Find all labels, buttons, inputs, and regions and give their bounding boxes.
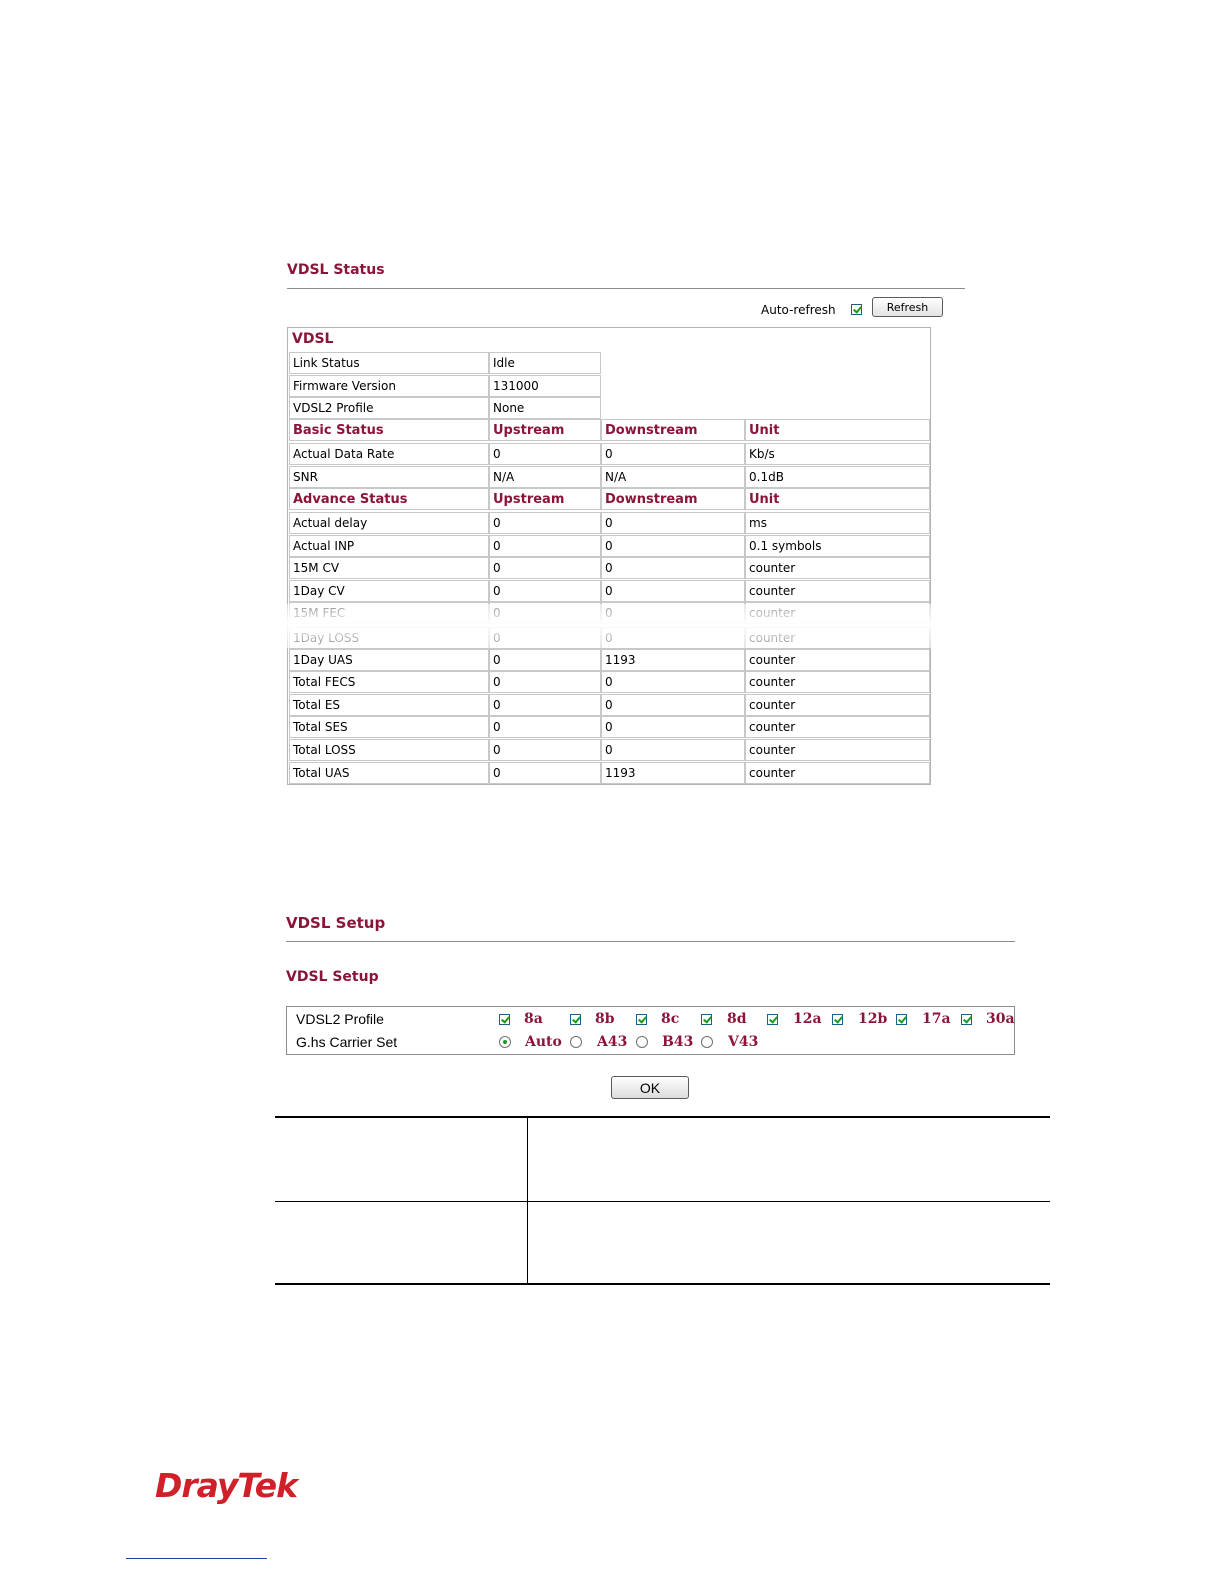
advance-status-header: Downstream (601, 488, 745, 510)
vdsl-setup-subtitle: VDSL Setup (286, 969, 379, 985)
carrier-radio[interactable] (499, 1036, 511, 1048)
table-cell: 0.1dB (745, 466, 930, 488)
advance-status-header: Upstream (489, 488, 601, 510)
table-cell: 0 (489, 557, 601, 579)
table-cell: counter (745, 762, 930, 784)
info-label: VDSL2 Profile (289, 397, 489, 419)
setup-divider (286, 941, 1015, 942)
vdsl2-profile-label: VDSL2 Profile (296, 1011, 384, 1027)
carrier-option-label: Auto (525, 1034, 562, 1050)
table-cell: 1193 (601, 762, 745, 784)
ghs-carrier-set-label: G.hs Carrier Set (296, 1034, 398, 1050)
table-bottom-border (275, 1283, 1050, 1285)
table-cell: 0 (601, 443, 745, 465)
table-cell: 0 (489, 739, 601, 761)
table-cell: 1Day CV (289, 580, 489, 602)
table-cell: 0 (601, 739, 745, 761)
table-cell: counter (745, 649, 930, 671)
table-cell: counter (745, 580, 930, 602)
table-cell: counter (745, 557, 930, 579)
table-cell: Total FECS (289, 671, 489, 693)
table-cell: 0.1 symbols (745, 535, 930, 557)
table-cell: 0 (601, 512, 745, 534)
table-cell: 1Day UAS (289, 649, 489, 671)
basic-status-header: Downstream (601, 419, 745, 441)
table-cell: 0 (489, 716, 601, 738)
table-cell: 0 (489, 443, 601, 465)
carrier-option-label: B43 (662, 1034, 694, 1050)
table-cell: Total SES (289, 716, 489, 738)
profile-option-label: 12b (858, 1011, 888, 1027)
table-cell: 15M CV (289, 557, 489, 579)
table-cell: counter (745, 716, 930, 738)
table-cell: 0 (601, 716, 745, 738)
profile-checkbox[interactable] (636, 1014, 647, 1025)
table-cell: 0 (489, 512, 601, 534)
table-cell: counter (745, 739, 930, 761)
table-cell: Total LOSS (289, 739, 489, 761)
table-column-divider (527, 1118, 528, 1284)
table-cell: 0 (489, 580, 601, 602)
draytek-logo: DrayTek (155, 1466, 298, 1505)
auto-refresh-checkbox[interactable] (851, 304, 862, 315)
carrier-radio[interactable] (570, 1036, 582, 1048)
refresh-button[interactable]: Refresh (872, 297, 943, 317)
table-cell: 0 (601, 580, 745, 602)
table-cell: SNR (289, 466, 489, 488)
vdsl-setup-title: VDSL Setup (286, 914, 386, 932)
profile-option-label: 12a (793, 1011, 822, 1027)
table-cell: 0 (601, 694, 745, 716)
basic-status-header: Upstream (489, 419, 601, 441)
profile-checkbox[interactable] (570, 1014, 581, 1025)
profile-option-label: 8c (661, 1011, 680, 1027)
table-cell: Actual delay (289, 512, 489, 534)
info-label: Firmware Version (289, 375, 489, 397)
ok-button[interactable]: OK (611, 1076, 689, 1099)
basic-status-header: Basic Status (289, 419, 489, 441)
profile-checkbox[interactable] (701, 1014, 712, 1025)
carrier-radio[interactable] (636, 1036, 648, 1048)
table-cell: 0 (601, 671, 745, 693)
profile-checkbox[interactable] (499, 1014, 510, 1025)
carrier-radio[interactable] (701, 1036, 713, 1048)
profile-checkbox[interactable] (832, 1014, 843, 1025)
table-cell: Kb/s (745, 443, 930, 465)
carrier-option-label: A43 (597, 1034, 628, 1050)
table-top-border (275, 1116, 1050, 1118)
table-cell: 0 (601, 557, 745, 579)
table-cell: 0 (601, 535, 745, 557)
table-cell: N/A (489, 466, 601, 488)
table-cell: 0 (489, 535, 601, 557)
page-break-fade (284, 604, 934, 648)
profile-option-label: 8d (727, 1011, 747, 1027)
carrier-option-label: V43 (728, 1034, 759, 1050)
table-cell: counter (745, 694, 930, 716)
title-divider (287, 288, 965, 289)
profile-checkbox[interactable] (961, 1014, 972, 1025)
table-cell: Actual Data Rate (289, 443, 489, 465)
profile-option-label: 30a (986, 1011, 1015, 1027)
table-cell: 0 (489, 762, 601, 784)
table-cell: Actual INP (289, 535, 489, 557)
info-value: 131000 (489, 375, 601, 397)
profile-option-label: 17a (922, 1011, 951, 1027)
table-cell: Total ES (289, 694, 489, 716)
footer-link-underline (126, 1558, 267, 1559)
basic-status-header: Unit (745, 419, 930, 441)
advance-status-header: Unit (745, 488, 930, 510)
advance-status-header: Advance Status (289, 488, 489, 510)
vdsl-section-header: VDSL (292, 331, 334, 347)
table-cell: N/A (601, 466, 745, 488)
profile-option-label: 8b (595, 1011, 615, 1027)
auto-refresh-label: Auto-refresh (761, 303, 836, 317)
info-value: Idle (489, 352, 601, 374)
profile-option-label: 8a (524, 1011, 543, 1027)
table-cell: 0 (489, 649, 601, 671)
table-cell: Total UAS (289, 762, 489, 784)
vdsl-status-title: VDSL Status (287, 262, 385, 278)
profile-checkbox[interactable] (896, 1014, 907, 1025)
info-value: None (489, 397, 601, 419)
table-cell: 1193 (601, 649, 745, 671)
table-cell: counter (745, 671, 930, 693)
table-cell: 0 (489, 694, 601, 716)
profile-checkbox[interactable] (767, 1014, 778, 1025)
table-cell: ms (745, 512, 930, 534)
info-label: Link Status (289, 352, 489, 374)
table-row-divider (275, 1201, 1050, 1202)
table-cell: 0 (489, 671, 601, 693)
